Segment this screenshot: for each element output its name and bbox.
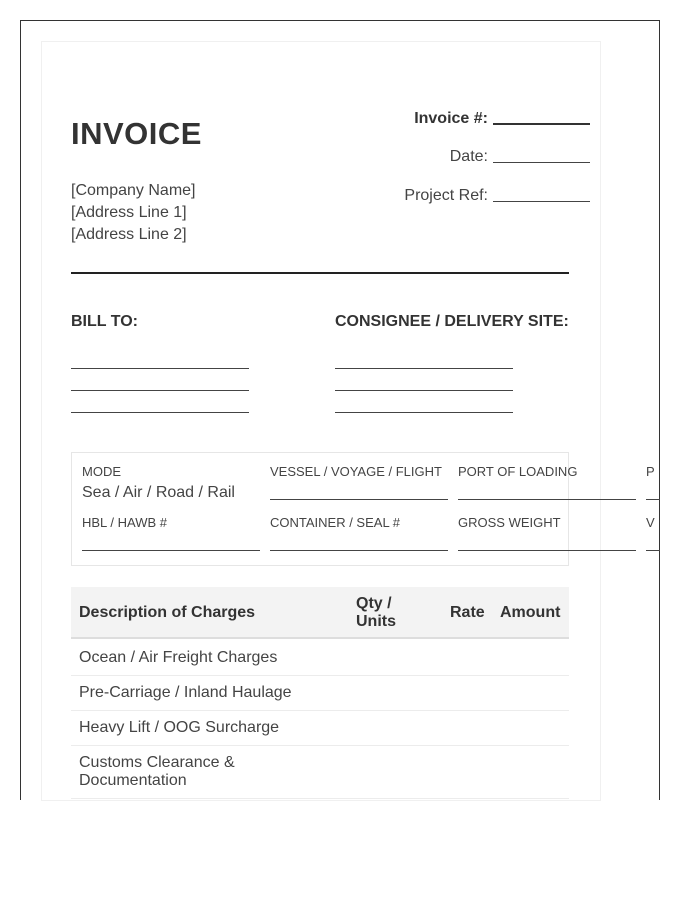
bill-to-label: BILL TO: [71, 313, 138, 330]
charge-description: Pre-Carriage / Inland Haulage [79, 684, 292, 701]
hbl-hawb-label: HBL / HAWB # [82, 515, 168, 530]
volume-field-partial[interactable] [646, 550, 660, 551]
charge-description-continued: Documentation [79, 772, 187, 789]
port-of-loading-field[interactable] [458, 499, 636, 500]
date-field[interactable] [493, 162, 590, 163]
qty-header-line-2: Units [356, 613, 396, 630]
date-row [450, 148, 590, 166]
header-divider [71, 272, 569, 274]
description-header: Description of Charges [79, 604, 256, 621]
consignee-line-3[interactable] [335, 412, 513, 413]
vessel-voyage-flight-label: VESSEL / VOYAGE / FLIGHT [270, 464, 442, 479]
company-address-line-1: [Address Line 1] [71, 204, 187, 221]
project-ref-row [404, 187, 590, 205]
bill-to-line-1[interactable] [71, 368, 249, 369]
date-label: Date: [449, 148, 488, 165]
bill-to-line-3[interactable] [71, 412, 249, 413]
port-of-loading-label: PORT OF LOADING [458, 464, 578, 479]
container-seal-field[interactable] [270, 550, 448, 551]
rate-header: Rate [450, 604, 485, 621]
volume-label-partial: V [646, 515, 655, 530]
table-row [71, 711, 569, 746]
company-address-line-2: [Address Line 2] [71, 226, 187, 243]
invoice-number-label: Invoice #: [414, 110, 488, 127]
bill-to-line-2[interactable] [71, 390, 249, 391]
charge-description: Ocean / Air Freight Charges [79, 649, 278, 666]
port-discharge-label-partial: P [646, 464, 655, 479]
charge-description: Customs Clearance & [79, 754, 235, 771]
charge-description: Heavy Lift / OOG Surcharge [79, 719, 280, 736]
table-row [71, 676, 569, 711]
mode-label: MODE [82, 464, 121, 479]
invoice-number-field[interactable] [493, 123, 590, 125]
gross-weight-field[interactable] [458, 550, 636, 551]
project-ref-label: Project Ref: [404, 187, 488, 204]
company-name: [Company Name] [71, 182, 196, 199]
project-ref-field[interactable] [493, 201, 590, 202]
invoice-title: INVOICE [71, 116, 202, 151]
consignee-label: CONSIGNEE / DELIVERY SITE: [335, 313, 569, 330]
consignee-line-2[interactable] [335, 390, 513, 391]
mode-value: Sea / Air / Road / Rail [82, 484, 235, 501]
qty-header-line-1: Qty / [356, 595, 392, 612]
consignee-line-1[interactable] [335, 368, 513, 369]
table-row [71, 640, 569, 676]
invoice-number-row [414, 110, 590, 128]
amount-header: Amount [500, 604, 561, 621]
port-discharge-field-partial[interactable] [646, 499, 660, 500]
gross-weight-label: GROSS WEIGHT [458, 515, 561, 530]
table-row [71, 746, 569, 799]
container-seal-label: CONTAINER / SEAL # [270, 515, 401, 530]
vessel-voyage-flight-field[interactable] [270, 499, 448, 500]
hbl-hawb-field[interactable] [82, 550, 260, 551]
